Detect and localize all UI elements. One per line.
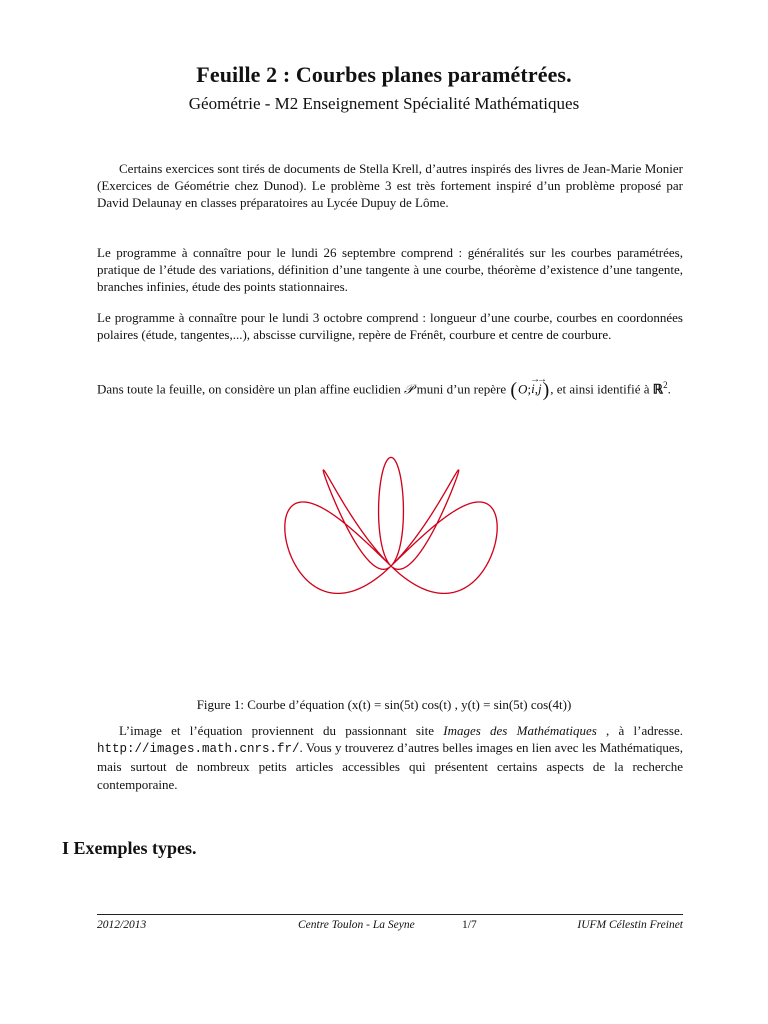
- credits-paragraph: [97, 722, 683, 793]
- intro-paragraph-program-1: Le programme à connaître pour le lundi 26 septembre comprend : généralités sur les courbes paramétrées, pratique de l’étude des variations, définition d’une tangente à une courbe, théorème d’existence d’une tangente, branches infinies, étude des points stationnaires.: [97, 245, 683, 295]
- page-title: Feuille 2 : Courbes planes paramétrées.: [196, 62, 572, 87]
- butterfly-curve: [285, 457, 497, 593]
- frame-separator: ;: [527, 381, 532, 397]
- site-name: Images des Mathématiques: [443, 723, 597, 738]
- intro-paragraph-sources: Certains exercices sont tirés de documents de Stella Krell, d’autres inspirés des livres de Jean-Marie Monier (Exercices de Géométrie chez Dunod). Le problème 3 est très fortement inspiré d’un problème proposé par David Delaunay en classes préparatoires au Lycée Dupuy de Lôme.: [97, 161, 683, 211]
- footer-year: 2012/2013: [97, 919, 147, 931]
- origin-symbol: O: [518, 381, 528, 397]
- figure-caption: Figure 1: Courbe d’équation (x(t) = sin(5t) cos(t) , y(t) = sin(5t) cos(4t)): [196, 697, 572, 712]
- plane-text-dot: .: [667, 381, 671, 397]
- footer-institution: IUFM Célestin Freinet: [577, 919, 683, 931]
- site-url-link[interactable]: http://images.math.cnrs.fr/: [97, 742, 300, 757]
- intro-paragraph-program-2: Le programme à connaître pour le lundi 3 octobre comprend : longueur d’une courbe, courbes en coordonnées polaires (étude, tangentes,...), abscisse curviligne, repère de Frénêt, courbure et centre de courbure.: [97, 310, 683, 343]
- plane-text-mid: muni d’un repère: [413, 381, 510, 397]
- plane-text-end: , et ainsi identifié à: [550, 381, 653, 397]
- page-subtitle: Géométrie - M2 Enseignement Spécialité Mathématiques: [188, 94, 580, 113]
- plane-symbol: 𝒫: [403, 381, 414, 397]
- footer-page-number: 1/7: [462, 919, 477, 931]
- plane-text-start: Dans toute la feuille, on considère un plan affine euclidien: [97, 381, 404, 397]
- section-heading: I Exemples types.: [62, 838, 197, 858]
- frame-close-paren: ): [542, 379, 550, 402]
- credits-text-2: , à l’adresse.: [596, 723, 684, 738]
- reals-symbol: ℝ: [652, 381, 664, 397]
- parametric-curve-figure: [274, 452, 508, 680]
- dimension-exponent: 2: [663, 380, 668, 390]
- vector-j: → j: [538, 378, 542, 400]
- footer-center: Centre Toulon - La Seyne: [298, 919, 415, 931]
- credits-text-1: L’image et l’équation proviennent du passionnant site: [119, 723, 444, 738]
- frame-open-paren: (: [510, 379, 518, 402]
- credits-text-3: . Vous y trouverez d’autres belles images en lien avec les Mathématiques, mais surtout de nombreux petits articles accessibles qui présentent certains aspects de la recherche contemporaine.: [97, 740, 683, 792]
- intro-paragraph-plane: Dans toute la feuille, on considère un plan affine euclidien 𝒫 muni d’un repère (O;→ i,→ j), et ainsi identifié à ℝ$^2$.: [97, 374, 683, 401]
- vector-i: → i: [531, 378, 535, 400]
- footer-rule: [97, 914, 683, 915]
